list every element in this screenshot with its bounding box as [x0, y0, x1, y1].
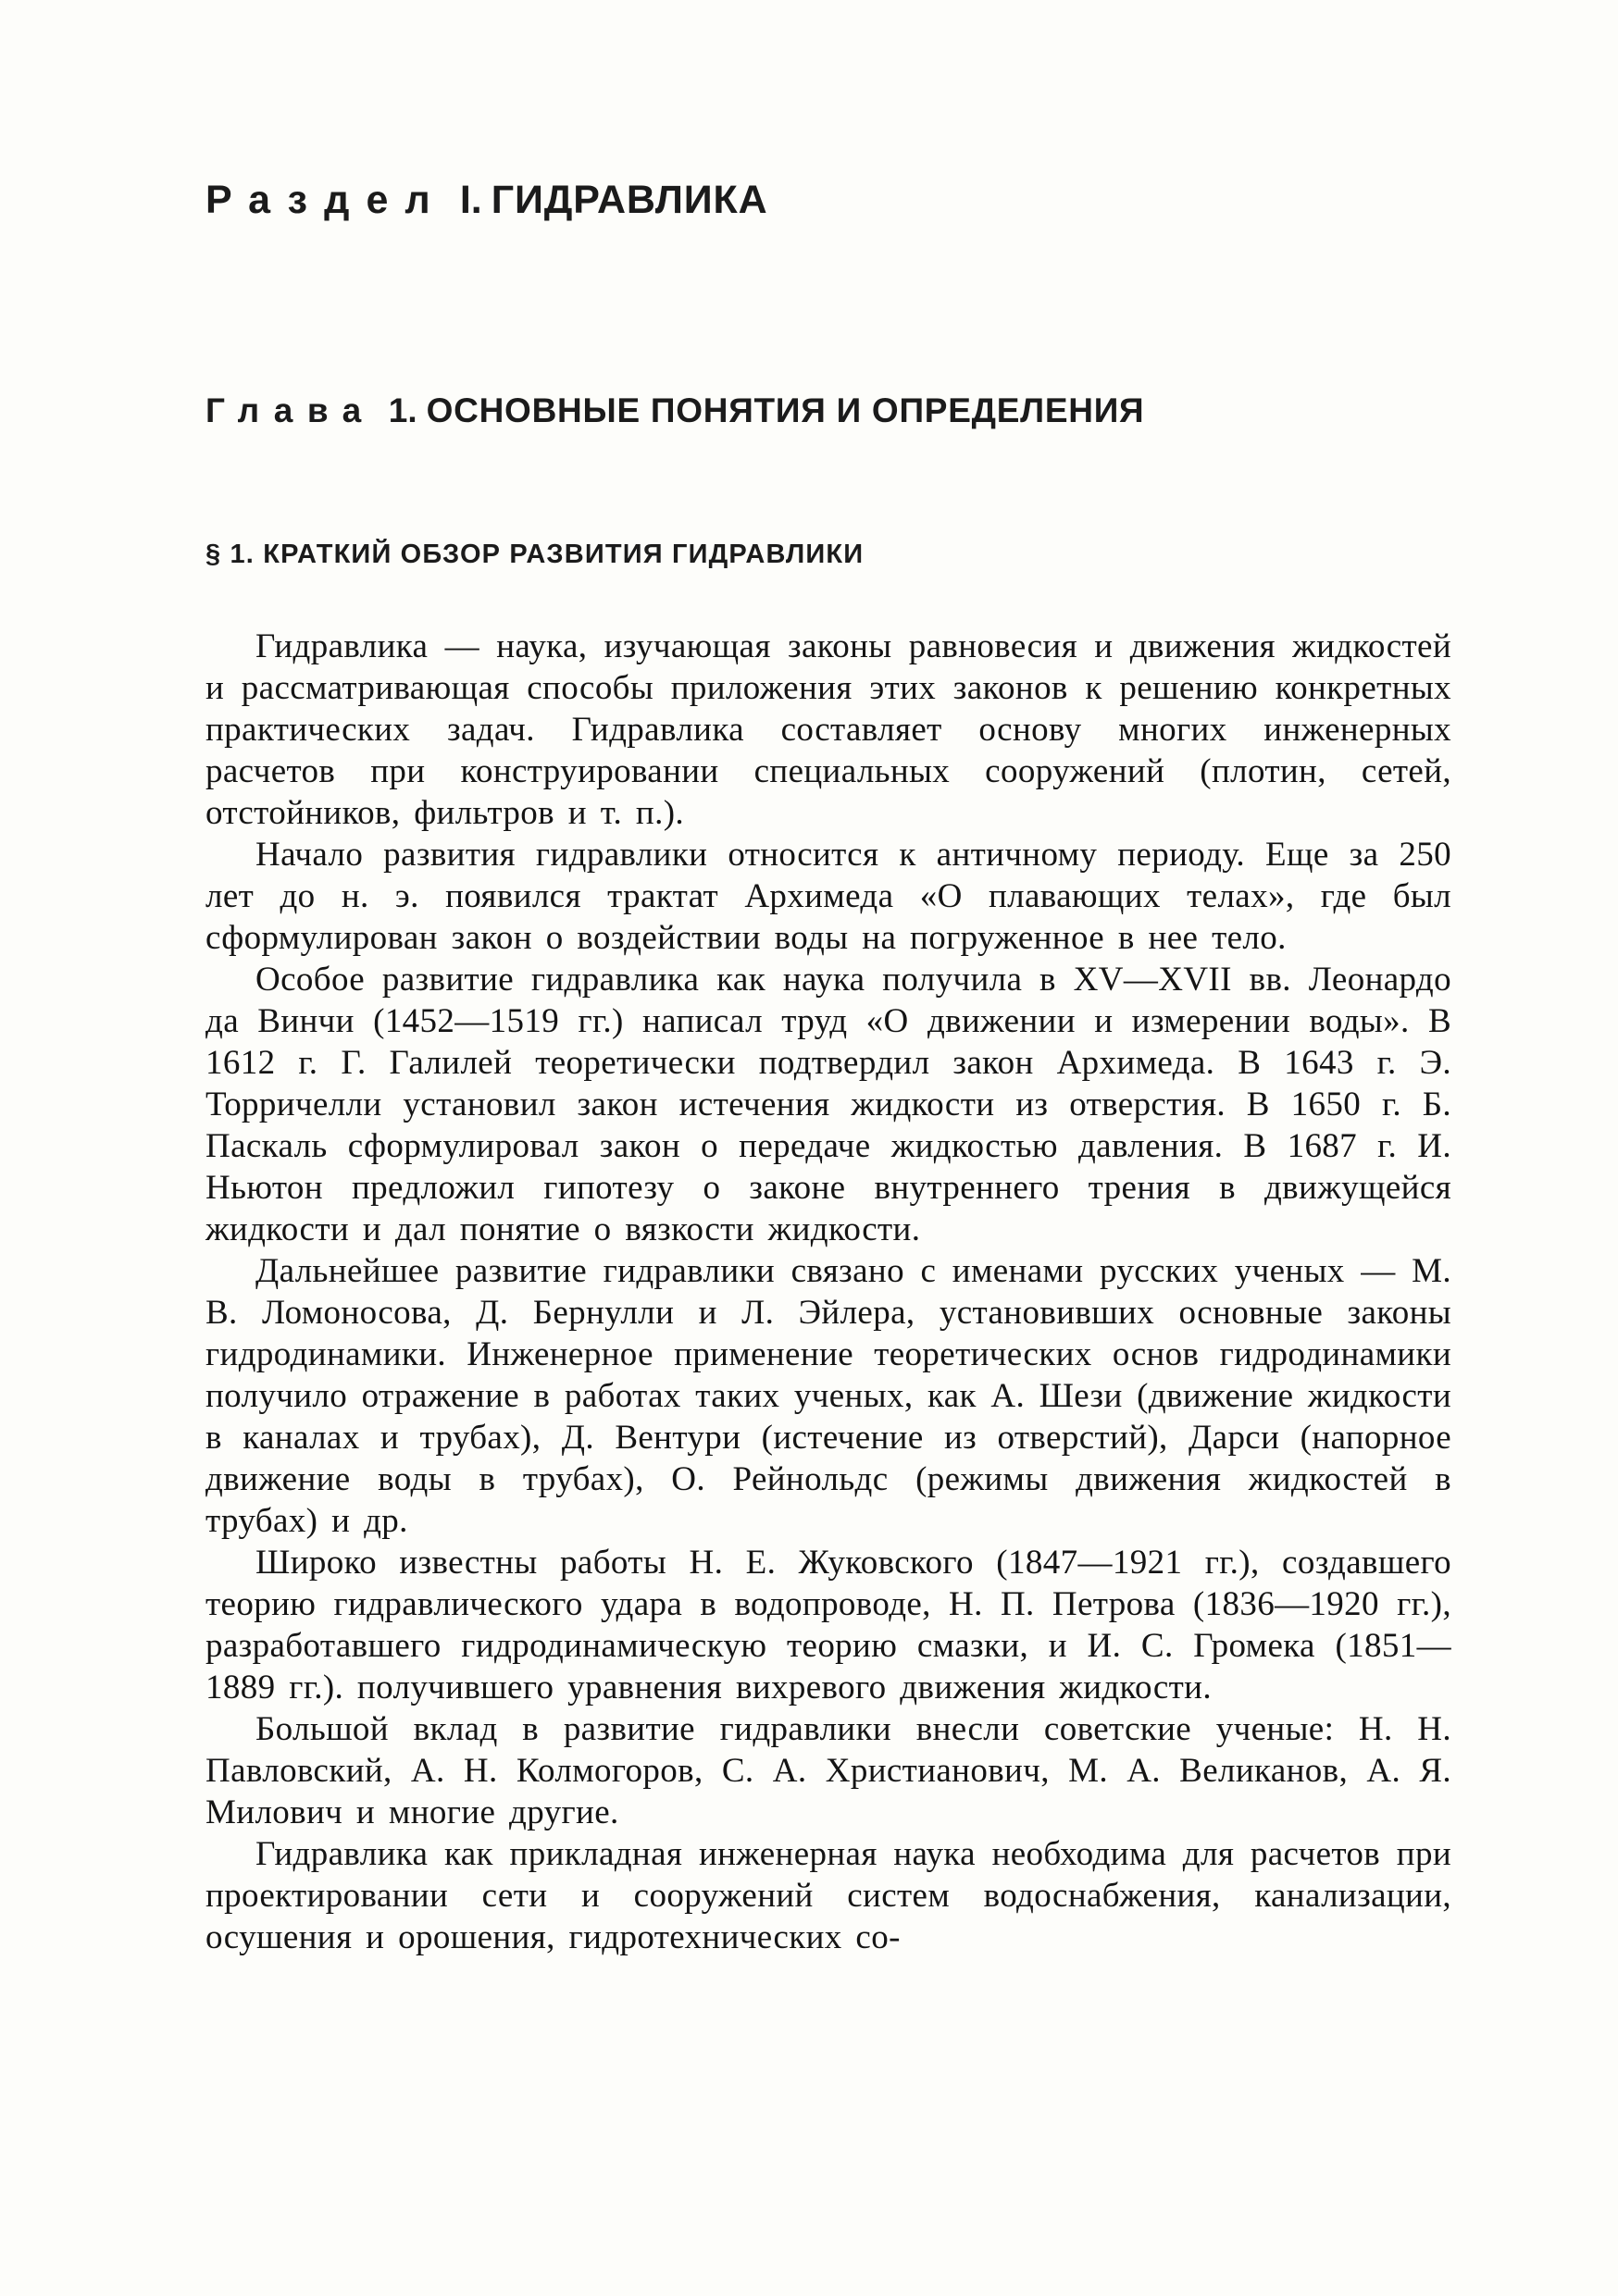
paragraph-3: Особое развитие гидравлика как наука получила в XV—XVII вв. Леонардо да Винчи (1452—1519 гг.) написал труд «О движении и измерении воды». В 1612 г. Г. Галилей теоретически подтвердил закон Архимеда. В 1643 г. Э. Торричелли установил закон истечения жидкости из отверстия. В 1650 г. Б. Паскаль сформулировал закон о передаче жидкостью давления. В 1687 г. И. Ньютон предложил гипотезу о законе внутреннего трения в движущейся жидкости и дал понятие о вязкости жидкости. — [205, 961, 1451, 1248]
chapter-heading-number: 1. — [388, 391, 417, 429]
paragraph-2: Начало развития гидравлики относится к античному периоду. Еще за 250 лет до н. э. появился трактат Архимеда «О плавающих телах», где был сформулирован закон о воздействии воды на погруженное в нее тело. — [205, 836, 1451, 957]
chapter-heading-title: ОСНОВНЫЕ ПОНЯТИЯ И ОПРЕДЕЛЕНИЯ — [426, 391, 1145, 429]
paragraph-7: Гидравлика как прикладная инженерная наука необходима для расчетов при проектировании сети и сооружений систем водоснабжения, канализации, осушения и орошения, гидротехнических со- — [205, 1835, 1451, 1956]
paragraph-5: Широко известны работы Н. Е. Жуковского (1847—1921 гг.), создавшего теорию гидравлического удара в водопроводе, Н. П. Петрова (1836—1920 гг.), разработавшего гидродинамическую теорию смазки, и И. С. Громека (1851—1889 гг.). получившего уравнения вихревого движения жидкости. — [205, 1544, 1451, 1706]
paragraph-6: Большой вклад в развитие гидравлики внесли советские ученые: Н. Н. Павловский, А. Н. Колмогоров, С. А. Христианович, М. А. Великанов, А. Я. Милович и многие другие. — [205, 1710, 1451, 1831]
chapter-heading-label: Глава — [205, 391, 376, 429]
section-heading-number: I. — [459, 178, 482, 222]
section-heading-label: Раздел — [205, 178, 447, 222]
section-heading — [205, 178, 1451, 223]
section-heading-title: ГИДРАВЛИКА — [491, 178, 768, 222]
paragraph-4: Дальнейшее развитие гидравлики связано с именами русских ученых — М. В. Ломоносова, Д. Бернулли и Л. Эйлера, установивших основные законы гидродинамики. Инженерное применение теоретических основ гидродинамики получило отражение в работах таких ученых, как А. Шези (движение жидкости в каналах и трубах), Д. Вентури (истечение из отверстий), Дарси (напорное движение воды в трубах), О. Рейнольдс (режимы движения жидкостей в трубах) и др. — [205, 1252, 1451, 1540]
paragraph-heading: § 1. КРАТКИЙ ОБЗОР РАЗВИТИЯ ГИДРАВЛИКИ — [205, 540, 865, 569]
body-text — [205, 626, 1451, 1958]
chapter-heading — [205, 391, 1451, 430]
paragraph-1: Гидравлика — наука, изучающая законы равновесия и движения жидкостей и рассматривающая способы приложения этих законов к решению конкретных практических задач. Гидравлика составляет основу многих инженерных расчетов при конструировании специальных сооружений (плотин, сетей, отстойников, фильтров и т. п.). — [205, 627, 1451, 832]
